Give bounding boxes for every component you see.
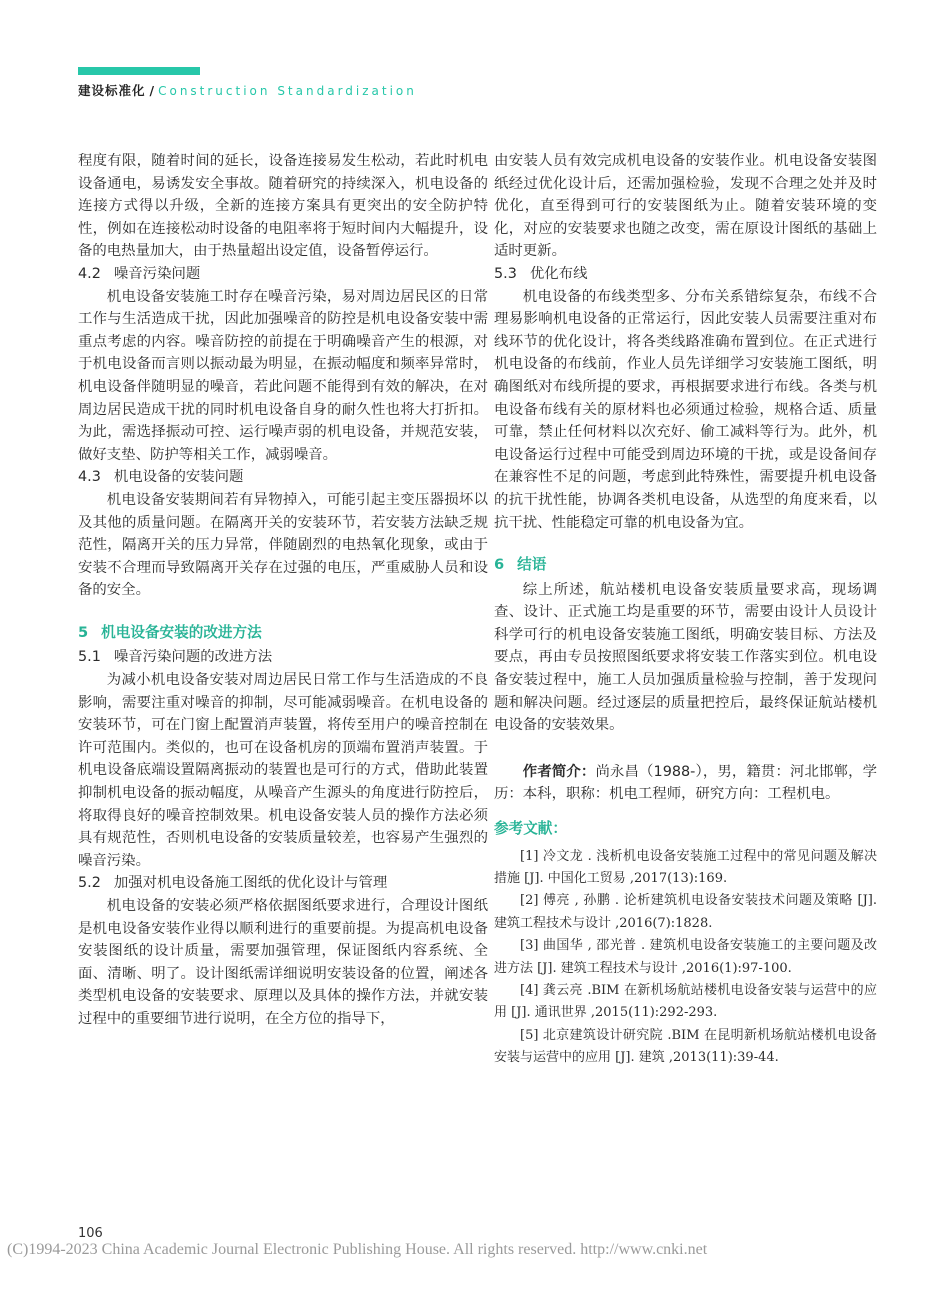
section-number: 5.1 <box>78 649 101 666</box>
journal-section-cn: 建设标准化 <box>78 83 146 98</box>
section-number: 5 <box>78 623 89 641</box>
section-number: 5.3 <box>494 265 517 282</box>
header-accent-bar <box>78 67 200 75</box>
left-column <box>78 150 488 1031</box>
section-4-3-body: 机电设备安装期间若有异物掉入，可能引起主变压器损坏以及其他的质量问题。在隔离开关的安装环节，若安装方法缺乏规范性，隔离开关的压力异常，伴随剧烈的电热氧化现象，或由于安装不合理而导致隔离开关存在过强的电压，严重威胁人员和设备的安全。 <box>78 491 488 599</box>
page-number: 106 <box>78 1226 103 1241</box>
section-title: 结语 <box>517 556 547 574</box>
reference-item: [4] 龚云亮 .BIM 在新机场航站楼机电设备安装与运营中的应用 [J]. 通讯世界 ,2015(11):292-293. <box>494 983 877 1021</box>
section-number: 4.2 <box>78 265 101 282</box>
reference-item: [5] 北京建筑设计研究院 .BIM 在昆明新机场航站楼机电设备安装与运营中的应用 [J]. 建筑 ,2013(11):39-44. <box>494 1027 877 1066</box>
section-5-2-body: 机电设备的安装必须严格依据图纸要求进行，合理设计图纸是机电设备安装作业得以顺利进行的重要前提。为提高机电设备安装图纸的设计质量，需要加强管理，保证图纸内容系统、全面、清晰、明了。设计图纸需详细说明安装设备的位置，阐述各类型机电设备的安装要求、原理以及具体的操作方法，并就安装过程中的重要细节进行说明，在全方位的指导下， <box>78 898 488 1027</box>
author-bio <box>494 761 877 806</box>
section-5-1-body: 为减小机电设备安装对周边居民日常工作与生活造成的不良影响，需要注重对噪音的抑制，尽可能减弱噪音。在机电设备的安装环节，可在门窗上配置消声装置，将传至用户的噪音控制在许可范围内。类似的，也可在设备机房的顶端布置消声装置。于机电设备底端设置隔离振动的装置也是可行的方式，借助此装置抑制机电设备的振动幅度，从噪音产生源头的角度进行防控后，将取得良好的噪音控制效果。机电设备安装人员的操作方法必须具有规范性，否则机电设备的安装质量较差，也容易产生强烈的噪音污染。 <box>78 672 488 869</box>
section-title: 噪音污染问题的改进方法 <box>113 649 273 666</box>
conclusion-body: 综上所述，航站楼机电设备安装质量要求高，现场调查、设计、正式施工均是重要的环节，需要由设计人员设计科学可行的机电设备安装施工图纸，明确安装目标、方法及要点，再由专员按照图纸要求将安装工作落实到位。机电设备安装过程中，施工人员加强质量检验与控制，善于发现问题和解决问题。经过逐层的质量把控后，最终保证航站楼机电设备的安装效果。 <box>494 581 877 734</box>
section-title: 机电设备的安装问题 <box>113 469 244 486</box>
journal-header <box>78 81 417 99</box>
section-4-3-heading <box>78 466 488 489</box>
section-number: 6 <box>494 556 505 574</box>
section-5-2-heading <box>78 872 488 895</box>
section-5-3-heading <box>494 263 877 286</box>
section-4-2-body: 机电设备安装施工时存在噪音污染，易对周边居民区的日常工作与生活造成干扰，因此加强噪音的防控是机电设备安装中需重点考虑的内容。噪音防控的前提在于明确噪音产生的根源，对于机电设备而言则以振动最为明显，在振动幅度和频率异常时，机电设备伴随明显的噪音，若此问题不能得到有效的解决，在对周边居民造成干扰的同时机电设备自身的耐久性也将大打折扣。为此，需选择振动可控、运行噪声弱的机电设备，并规范安装，做好支垫、防护等相关工作，减弱噪音。 <box>78 288 488 463</box>
section-6-heading <box>494 554 877 577</box>
references-title: 参考文献： <box>494 820 567 838</box>
reference-item: [2] 傅亮 , 孙鹏 . 论析建筑机电设备安装技术问题及策略 [J]. 建筑工程技术与设计 ,2016(7):1828. <box>494 893 877 931</box>
section-5-3-body: 机电设备的布线类型多、分布关系错综复杂，布线不合理易影响机电设备的正常运行，因此安装人员需要注重对布线环节的优化设计，将各类线路准确布置到位。在正式进行机电设备的布线前，作业人员先详细学习安装施工图纸，明确图纸对布线所提的要求，再根据要求进行布线。各类与机电设备布线有关的原材料也必须通过检验，规格合适、质量可靠，禁止任何材料以次充好、偷工减料等行为。此外，机电设备运行过程中可能受到周边环境的干扰，或是设备间存在兼容性不足的问题，考虑到此特殊性，需要提升机电设备的抗干扰性能，协调各类机电设备，从选型的角度来看，以抗干扰、性能稳定可靠的机电设备为宜。 <box>494 288 877 531</box>
reference-item: [3] 曲国华 , 邵光普 . 建筑机电设备安装施工的主要问题及改进方法 [J]. 建筑工程技术与设计 ,2016(1):97-100. <box>494 938 877 976</box>
section-5-1-heading <box>78 646 488 669</box>
section-number: 4.3 <box>78 469 101 486</box>
reference-item: [1] 冷文龙 . 浅析机电设备安装施工过程中的常见问题及解决措施 [J]. 中国化工贸易 ,2017(13):169. <box>494 848 877 887</box>
section-4-2-heading <box>78 263 488 286</box>
section-title: 噪音污染问题 <box>113 265 201 282</box>
continued-paragraph: 由安装人员有效完成机电设备的安装作业。机电设备安装图纸经过优化设计后，还需加强检验，发现不合理之处并及时优化，直至得到可行的安装图纸为止。随着安装环境的变化，对应的安装要求也随之改变，需在原设计图纸的基础上适时更新。 <box>494 153 877 260</box>
right-column <box>494 150 877 1070</box>
section-title: 机电设备安装的改进方法 <box>101 623 262 641</box>
section-number: 5.2 <box>78 875 101 892</box>
header-separator: / <box>149 83 155 98</box>
author-bio-text: 尚永昌（1988-），男，籍贯：河北邯郸，学历：本科，职称：机电工程师，研究方向：工程机电。 <box>494 763 877 803</box>
author-bio-label: 作者简介： <box>522 763 596 780</box>
copyright-watermark: (C)1994-2023 China Academic Journal Electronic Publishing House. All rights reserved. http://www.cnki.net <box>7 1241 708 1258</box>
section-title: 优化布线 <box>529 265 588 282</box>
continued-paragraph: 程度有限，随着时间的延长，设备连接易发生松动，若此时机电设备通电，易诱发安全事故。随着研究的持续深入，机电设备的连接方式得以升级，全新的连接方案具有更突出的安全防护特性，例如在连接松动时设备的电阻率将于短时间内大幅提升，设备的电热量加大，由于热量超出设定值，设备暂停运行。 <box>78 153 488 260</box>
journal-section-en: Construction Standardization <box>158 84 417 98</box>
section-5-heading <box>78 622 488 645</box>
section-title: 加强对机电设备施工图纸的优化设计与管理 <box>113 875 388 892</box>
